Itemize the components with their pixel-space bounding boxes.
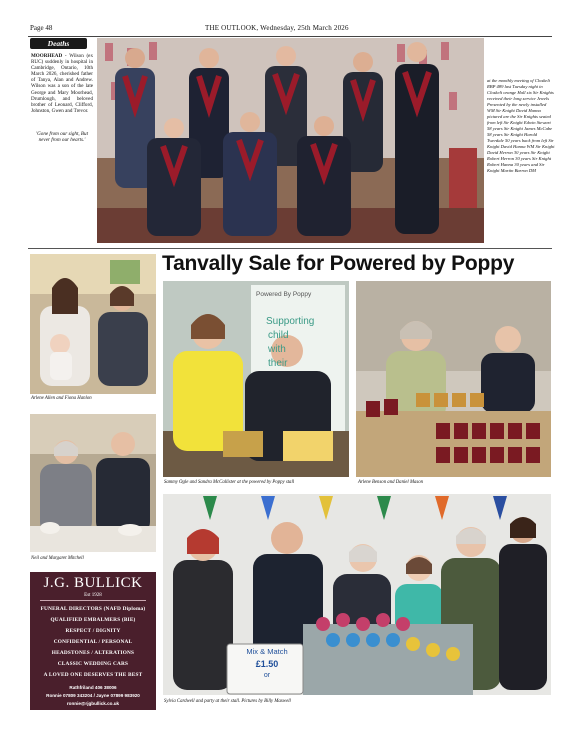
poppy-banner-child: child (268, 330, 289, 341)
advert-email: ronnie@rjgbullick.co.uk (66, 701, 120, 706)
advert-line: CLASSIC WEDDING CARS (57, 661, 129, 667)
deceased-surname: MOORHEAD (31, 53, 63, 59)
section-divider (28, 248, 552, 249)
header-rule (28, 36, 552, 37)
advert-line: RESPECT / DIGNITY (65, 628, 121, 634)
advert-rule (40, 600, 146, 601)
poppy-banner-supporting: Supporting (266, 316, 315, 327)
photo-allen-hanlon (30, 254, 156, 394)
advert-line: QUALIFIED EMBALMERS (BIE) (50, 617, 136, 623)
advert-line: HEADSTONES / ALTERATIONS (51, 650, 135, 656)
caption-cardwell-party: Sylvia Cardwell and party at their stall. Pictures by Billy Maxwell (164, 699, 291, 704)
advert-phones: Ronnie 07809 343204 / Jayne 07899 983920 (46, 693, 140, 698)
death-notice (31, 53, 93, 114)
masthead: THE OUTLOOK, Wednesday, 25th March 2026 (205, 24, 349, 32)
article-headline: Tanvally Sale for Powered by Poppy (162, 252, 515, 275)
photo-mitchell (30, 414, 156, 552)
price-sign-line1: Mix & Match (246, 647, 288, 656)
knights-group-photo (97, 38, 484, 243)
price-sign-line3: or (263, 672, 271, 679)
memorial-verse: 'Gone from our sight, But never from our hearts.' (36, 131, 88, 144)
advert-established: Est 1928 (84, 593, 102, 598)
page-number: Page 48 (30, 24, 53, 32)
advert-title: J.G. BULLICK (43, 575, 143, 591)
deaths-badge: Deaths (30, 38, 87, 49)
advert-line: A LOVED ONE DESERVES THE BEST (43, 672, 143, 678)
photo-benson-mason (356, 281, 551, 477)
photo-cardwell-party (163, 494, 551, 695)
caption-mitchell: Neil and Margaret Mitchell (31, 556, 84, 561)
advert-line: CONFIDENTIAL / PERSONAL (53, 639, 133, 645)
caption-allen-hanlon: Arlene Allen and Fiona Hanlon (31, 396, 92, 401)
caption-ogle-mccallister: Sammy Ogle and Sandra McCallister at the powered by Poppy stall (164, 480, 295, 485)
advert-line: FUNERAL DIRECTORS (NAFD Diploma) (40, 606, 146, 612)
poppy-banner-with: with (268, 344, 286, 355)
death-notice-text: - Wilson (ex RUC) suddenly in hospital in Cambridge, Ontario, 10th March 2026, cherished father of Tanya, Alan and Andrew. Wilson was a son of the late George and Mary Moorhead, Drumlough, and beloved brother of Leonard, Clifford, Johnston, Gwen and Trevor. (31, 53, 93, 114)
advert-address: Rathfriland 406 38006 (69, 685, 117, 690)
knights-photo-caption: at the monthly meeting of Closkelt RBP 489 last Tuesday night in Closkelt orange Hall six Sir Knights received their long service Jewels Presented by the newly installed WM Sir Knight David Hanna pictured are the Sir Knights seated from left Sir Knight Edwin Stewart 58 years Sir Knight James McCabe 58 years Sir Knight Harold Twerdale 50 years back from left Sir Knight David Hanna WM Sir Knight David Herron 30 years Sir Knight Robert Herron 30 years Sir Knight Robert Hanna 30 years and Sir Knight Martin Barron DM (487, 78, 555, 173)
poppy-banner-their: their (268, 358, 288, 369)
price-sign-line2: £1.50 (255, 659, 279, 669)
caption-benson-mason: Arlene Benson and Daniel Mason (358, 480, 424, 485)
photo-ogle-mccallister (163, 281, 349, 477)
poppy-banner-title: Powered By Poppy (256, 291, 312, 298)
bullick-advert (30, 572, 156, 710)
